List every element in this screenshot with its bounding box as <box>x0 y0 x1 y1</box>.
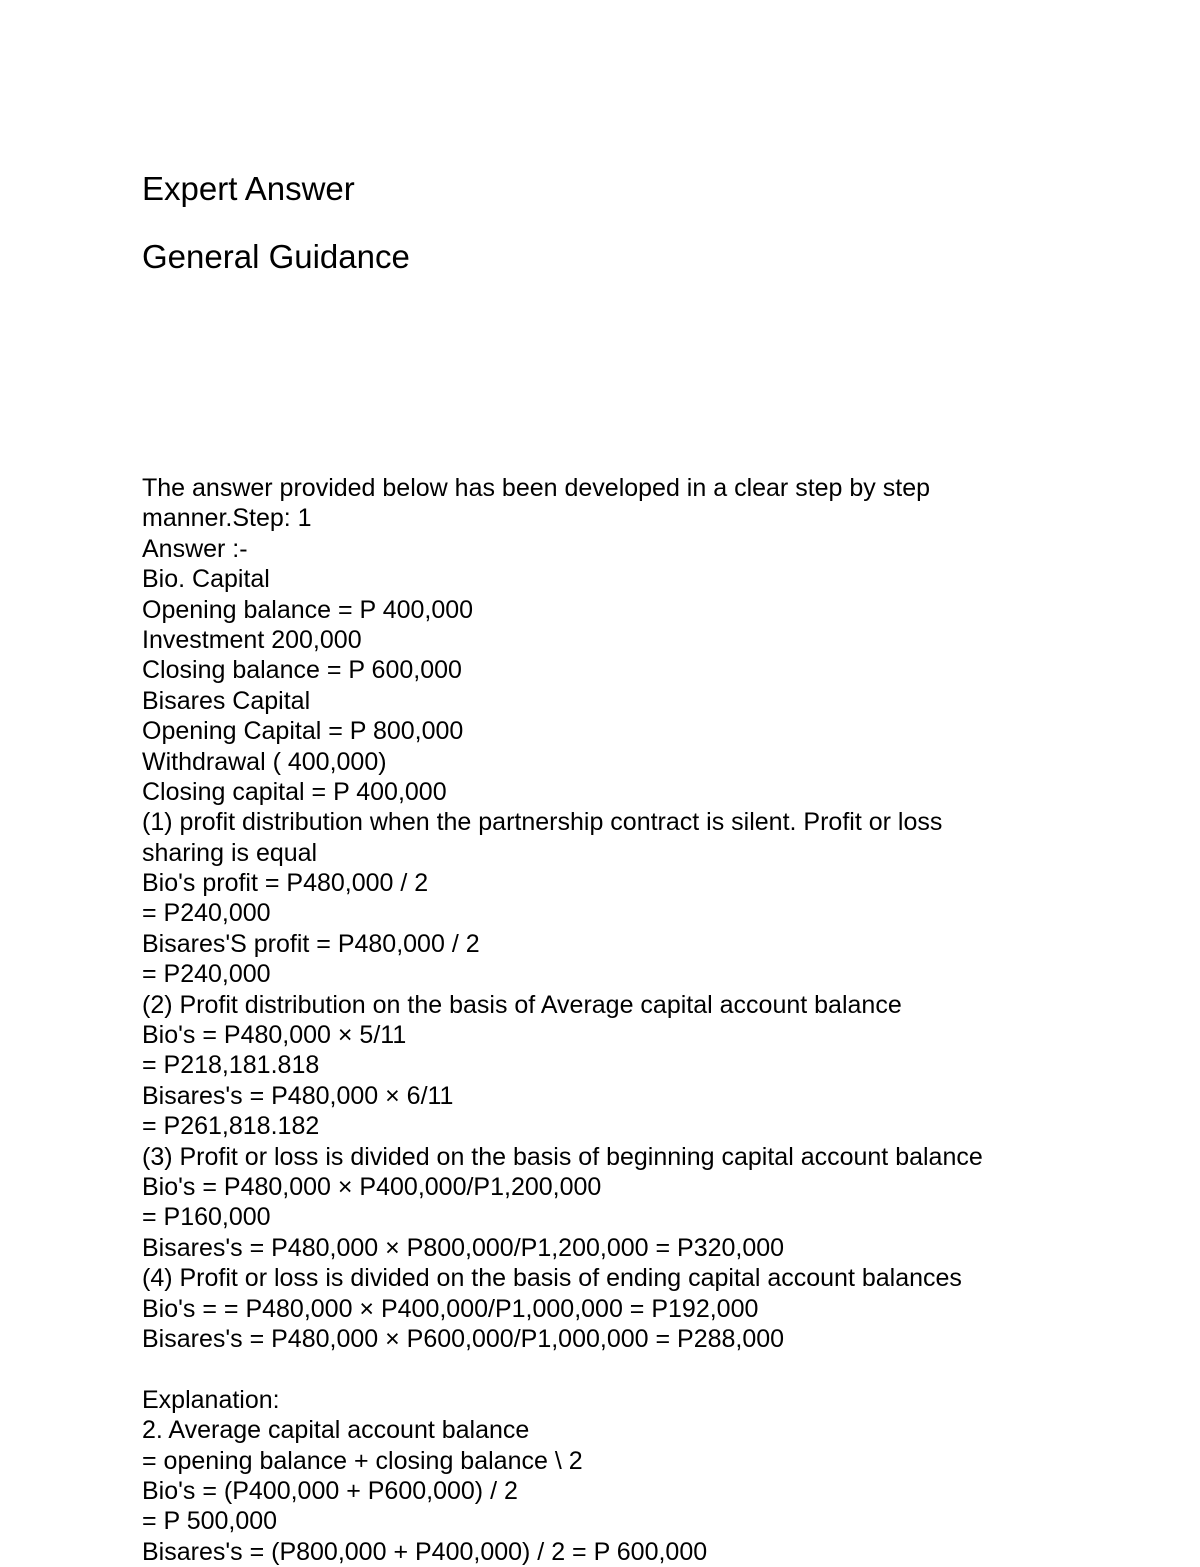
document-content <box>142 168 1142 1566</box>
answer-line: Withdrawal ( 400,000) <box>142 747 387 776</box>
explanation-line: = P 500,000 <box>142 1507 278 1536</box>
answer-line: Closing capital = P 400,000 <box>142 777 447 806</box>
answer-line: Bisares's = P480,000 × 6/11 <box>142 1081 454 1110</box>
answer-body <box>142 473 1142 1567</box>
explanation-line: 2. Average capital account balance <box>142 1416 530 1445</box>
answer-line: Bio. Capital <box>142 565 270 594</box>
answer-line: = P261,818.182 <box>142 1112 320 1141</box>
explanation-line: = opening balance + closing balance \ 2 <box>142 1446 583 1475</box>
answer-line: (3) Profit or loss is divided on the basis of beginning capital account balance <box>142 1142 983 1171</box>
answer-line: Bio's profit = P480,000 / 2 <box>142 869 429 898</box>
answer-line: = P240,000 <box>142 899 271 928</box>
answer-line: Bisares's = P480,000 × P800,000/P1,200,000 = P320,000 <box>142 1233 785 1262</box>
answer-line: Investment 200,000 <box>142 625 362 654</box>
answer-line: (4) Profit or loss is divided on the basis of ending capital account balances <box>142 1264 962 1293</box>
blank-line <box>142 1354 1142 1384</box>
answer-line: Bisares's = P480,000 × P600,000/P1,000,000 = P288,000 <box>142 1324 785 1353</box>
answer-line: Answer :- <box>142 534 248 563</box>
answer-line: (2) Profit distribution on the basis of Average capital account balance <box>142 990 902 1019</box>
explanation-line: Bisares's = (P800,000 + P400,000) / 2 = P 600,000 <box>142 1537 708 1566</box>
answer-lines <box>142 534 1142 1355</box>
answer-line: (1) profit distribution when the partnership contract is silent. Profit or loss <box>142 808 943 837</box>
answer-line: Opening Capital = P 800,000 <box>142 717 464 746</box>
explanation-lines <box>142 1385 1142 1567</box>
answer-line: Bisares'S profit = P480,000 / 2 <box>142 929 480 958</box>
answer-line: sharing is equal <box>142 838 318 867</box>
answer-line: Closing balance = P 600,000 <box>142 656 462 685</box>
answer-line: = P160,000 <box>142 1203 271 1232</box>
intro-line: manner.Step: 1 <box>142 504 312 533</box>
answer-line: Bio's = P480,000 × P400,000/P1,200,000 <box>142 1172 602 1201</box>
answer-line: = P240,000 <box>142 960 271 989</box>
page-title: Expert Answer <box>142 170 355 207</box>
explanation-line: Explanation: <box>142 1385 280 1414</box>
answer-line: Bio's = P480,000 × 5/11 <box>142 1021 407 1050</box>
section-heading: General Guidance <box>142 238 410 275</box>
answer-line: Bisares Capital <box>142 686 311 715</box>
answer-line: = P218,181.818 <box>142 1051 320 1080</box>
answer-line: Bio's = = P480,000 × P400,000/P1,000,000 = P192,000 <box>142 1294 759 1323</box>
answer-line: Opening balance = P 400,000 <box>142 595 474 624</box>
explanation-line: Bio's = (P400,000 + P600,000) / 2 <box>142 1476 518 1505</box>
intro-line: The answer provided below has been developed in a clear step by step <box>142 474 931 502</box>
